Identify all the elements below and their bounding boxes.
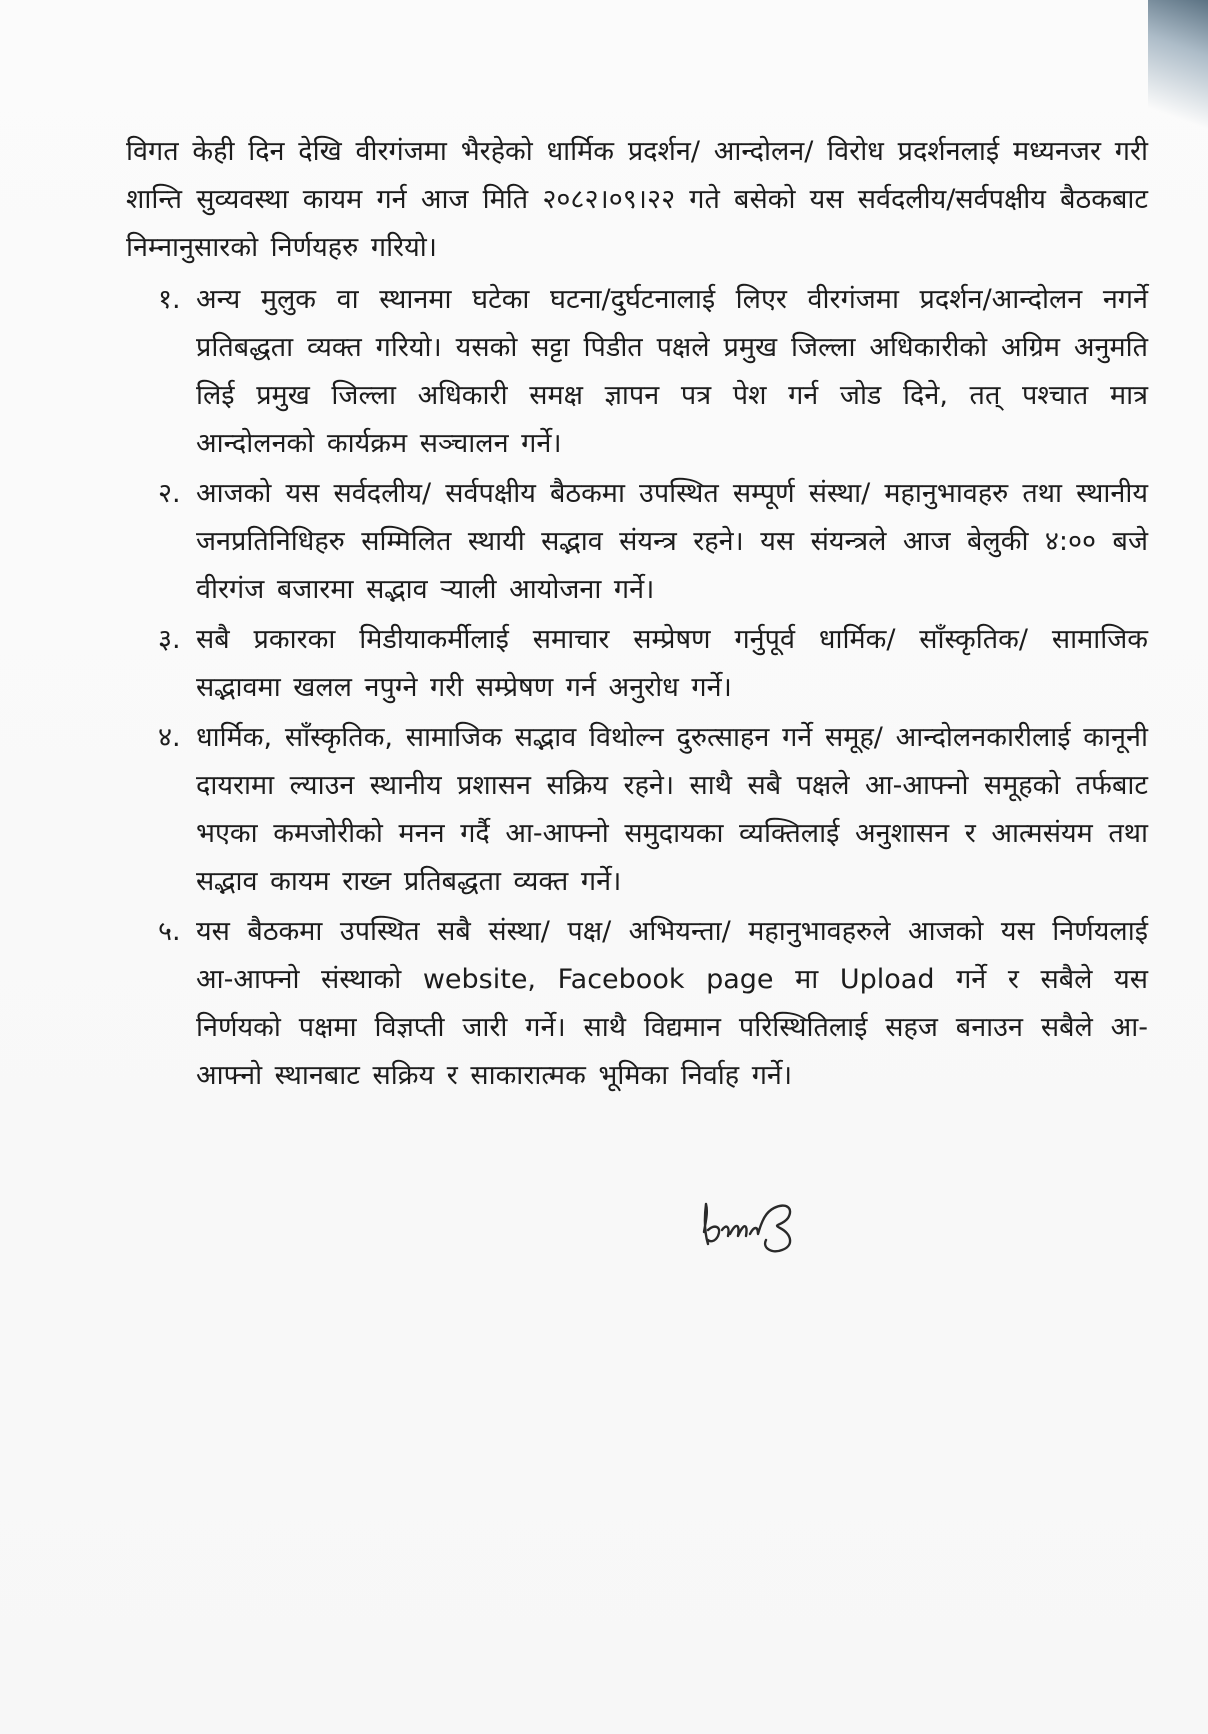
item-number: १.: [158, 284, 181, 315]
handwritten-signature-icon: [696, 1190, 816, 1260]
item-number: ३.: [158, 624, 181, 655]
item-number: ५.: [158, 916, 181, 947]
item-text: सबै प्रकारका मिडीयाकर्मीलाई समाचार सम्प्रेषण गर्नुपूर्व धार्मिक/ साँस्कृतिक/ सामाजिक सद्भावमा खलल नपुग्ने गरी सम्प्रेषण गर्न अनुरोध गर्ने।: [196, 624, 1148, 703]
item-number: २.: [158, 478, 181, 509]
decision-item-5: [126, 908, 1148, 1100]
decision-list: [126, 276, 1148, 1100]
decision-item-4: [126, 714, 1148, 906]
item-text: यस बैठकमा उपस्थित सबै संस्था/ पक्ष/ अभियन्ता/ महानुभावहरुले आजको यस निर्णयलाई आ-आफ्नो संस्थाको website, Facebook page मा Upload गर्ने र सबैले यस निर्णयको पक्षमा विज्ञप्ती जारी गर्ने। साथै विद्यमान परिस्थितिलाई सहज बनाउन सबैले आ-आफ्नो स्थानबाट सक्रिय र साकारात्मक भूमिका निर्वाह गर्ने।: [196, 916, 1148, 1091]
item-text: अन्य मुलुक वा स्थानमा घटेका घटना/दुर्घटनालाई लिएर वीरगंजमा प्रदर्शन/आन्दोलन नगर्ने प्रतिबद्धता व्यक्त गरियो। यसको सट्टा पिडीत पक्षले प्रमुख जिल्ला अधिकारीको अग्रिम अनुमति लिई प्रमुख जिल्ला अधिकारी समक्ष ज्ञापन पत्र पेश गर्न जोड दिने, तत् पश्चात मात्र आन्दोलनको कार्यक्रम सञ्चालन गर्ने।: [196, 284, 1148, 459]
decision-item-1: [126, 276, 1148, 468]
item-text: आजको यस सर्वदलीय/ सर्वपक्षीय बैठकमा उपस्थित सम्पूर्ण संस्था/ महानुभावहरु तथा स्थानीय जनप्रतिनिधिहरु सम्मिलित स्थायी सद्भाव संयन्त्र रहने। यस संयन्त्रले आज बेलुकी ४:०० बजे वीरगंज बजारमा सद्भाव र्‍याली आयोजना गर्ने।: [196, 478, 1148, 605]
decision-item-3: [126, 616, 1148, 712]
document-body: [126, 128, 1148, 1102]
intro-paragraph: विगत केही दिन देखि वीरगंजमा भैरहेको धार्मिक प्रदर्शन/ आन्दोलन/ विरोध प्रदर्शनलाई मध्यनजर गरी शान्ति सुव्यवस्था कायम गर्न आज मिति २०८२।०९।२२ गते बसेको यस सर्वदलीय/सर्वपक्षीय बैठकबाट निम्नानुसारको निर्णयहरु गरियो।: [126, 136, 1148, 263]
decision-item-2: [126, 470, 1148, 614]
page-corner-shadow: [1148, 0, 1208, 140]
item-number: ४.: [158, 722, 181, 753]
item-text: धार्मिक, साँस्कृतिक, सामाजिक सद्भाव विथोल्न दुरुत्साहन गर्ने समूह/ आन्दोलनकारीलाई कानूनी दायरामा ल्याउन स्थानीय प्रशासन सक्रिय रहने। साथै सबै पक्षले आ-आफ्नो समूहको तर्फबाट भएका कमजोरीको मनन गर्दै आ-आफ्नो समुदायका व्यक्तिलाई अनुशासन र आत्मसंयम तथा सद्भाव कायम राख्न प्रतिबद्धता व्यक्त गर्ने।: [196, 722, 1148, 897]
